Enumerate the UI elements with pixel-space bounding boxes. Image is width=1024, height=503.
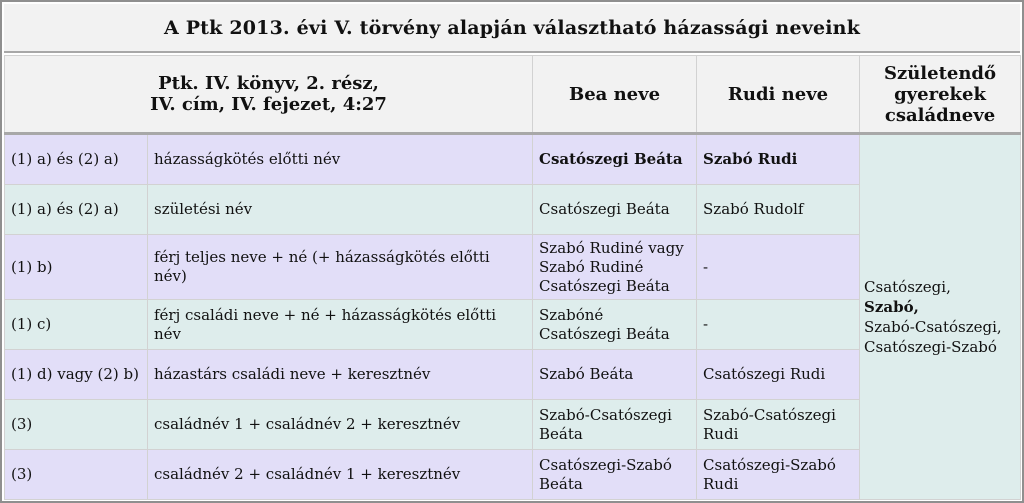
- row-bea: Szabó Rudiné vagy Szabó Rudiné Csatószegi Beáta: [533, 235, 697, 300]
- row-desc: házasságkötés előtti név: [148, 134, 533, 185]
- header-children-line1: Születendő: [883, 62, 997, 84]
- children-name-4: Csatószegi-Szabó: [864, 338, 997, 356]
- header-section-line2: IV. cím, IV. fejezet, 4:27: [150, 94, 387, 115]
- names-table: [4, 55, 1021, 500]
- row-bea: Csatószegi Beáta: [533, 134, 697, 185]
- row-ref: (3): [5, 450, 148, 500]
- header-bea: Bea neve: [533, 56, 697, 134]
- row-bea: Szabó Beáta: [533, 350, 697, 400]
- row-bea: Csatószegi-Szabó Beáta: [533, 450, 697, 500]
- header-children: [860, 56, 1021, 134]
- page-title: A Ptk 2013. évi V. törvény alapján választható házassági neveink: [4, 4, 1020, 53]
- row-rudi: -: [697, 235, 860, 300]
- row-rudi: Csatószegi-Szabó Rudi: [697, 450, 860, 500]
- children-name-2: Szabó,: [864, 298, 919, 316]
- row-ref: (1) c): [5, 300, 148, 350]
- row-desc: házastárs családi neve + keresztnév: [148, 350, 533, 400]
- row-ref: (1) b): [5, 235, 148, 300]
- row-desc: férj teljes neve + né (+ házasságkötés előtti név): [148, 235, 533, 300]
- row-ref: (1) d) vagy (2) b): [5, 350, 148, 400]
- children-names-cell: [860, 134, 1021, 500]
- row-desc: férj családi neve + né + házasságkötés előtti név: [148, 300, 533, 350]
- row-bea: Szabóné Csatószegi Beáta: [533, 300, 697, 350]
- children-name-3: Szabó-Csatószegi,: [864, 318, 1002, 336]
- row-rudi: -: [697, 300, 860, 350]
- row-bea: Csatószegi Beáta: [533, 185, 697, 235]
- children-name-1: Csatószegi,: [864, 278, 951, 296]
- header-children-line3: családneve: [884, 104, 996, 126]
- row-rudi: Szabó Rudi: [697, 134, 860, 185]
- row-bea: Szabó-Csatószegi Beáta: [533, 400, 697, 450]
- header-row: [5, 56, 1021, 134]
- row-rudi: Csatószegi Rudi: [697, 350, 860, 400]
- header-section: [5, 56, 533, 134]
- header-section-line1: Ptk. IV. könyv, 2. rész,: [158, 73, 379, 94]
- header-children-line2: gyerekek: [894, 83, 986, 105]
- row-rudi: Szabó-Csatószegi Rudi: [697, 400, 860, 450]
- row-desc: családnév 2 + családnév 1 + keresztnév: [148, 450, 533, 500]
- row-ref: (1) a) és (2) a): [5, 185, 148, 235]
- row-ref: (1) a) és (2) a): [5, 134, 148, 185]
- table-row: [5, 134, 1021, 185]
- row-rudi: Szabó Rudolf: [697, 185, 860, 235]
- row-ref: (3): [5, 400, 148, 450]
- header-rudi: Rudi neve: [697, 56, 860, 134]
- row-desc: születési név: [148, 185, 533, 235]
- row-desc: családnév 1 + családnév 2 + keresztnév: [148, 400, 533, 450]
